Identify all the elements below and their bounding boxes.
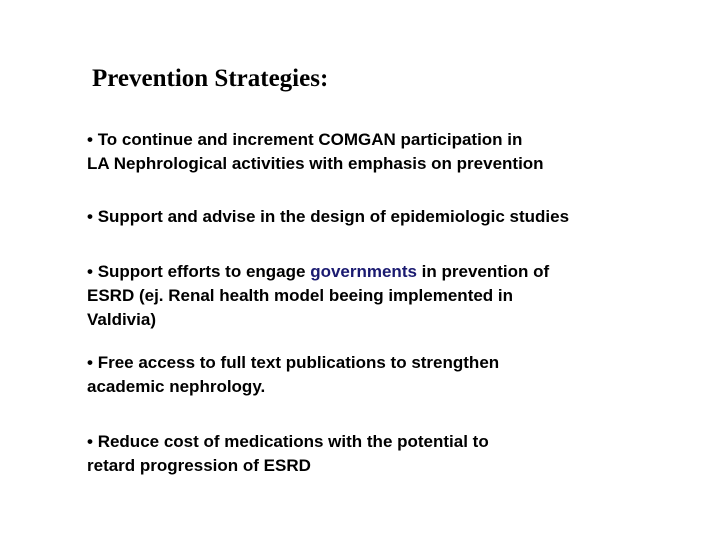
slide-title: Prevention Strategies: <box>92 65 329 92</box>
highlighted-word: governments <box>310 262 417 281</box>
bullet-item <box>87 128 687 176</box>
bullet-text: To continue and increment COMGAN participation in <box>97 130 523 149</box>
bullet-line <box>87 205 687 229</box>
bullet-line: ESRD (ej. Renal health model beeing implemented in <box>87 286 514 305</box>
bullet-line <box>87 128 687 152</box>
bullet-line: LA Nephrological activities with emphasis on prevention <box>87 154 544 173</box>
bullet-line: academic nephrology. <box>87 377 266 396</box>
bullet-marker: • <box>87 262 93 281</box>
bullet-line <box>87 351 687 375</box>
bullet-marker: • <box>87 130 93 149</box>
bullet-item <box>87 430 687 478</box>
bullet-marker: • <box>87 353 93 372</box>
bullet-item <box>87 351 687 399</box>
bullet-item <box>87 205 687 229</box>
bullet-line <box>87 430 687 454</box>
bullet-text: Reduce cost of medications with the potential to <box>97 432 489 451</box>
bullet-text: in prevention of <box>416 262 550 281</box>
bullet-text: Support efforts to engage <box>97 262 311 281</box>
bullet-text: Free access to full text publications to strengthen <box>97 353 500 372</box>
bullet-line: Valdivia) <box>87 310 156 329</box>
bullet-line <box>87 260 687 284</box>
bullet-marker: • <box>87 432 93 451</box>
bullet-item <box>87 260 687 332</box>
bullet-line: retard progression of ESRD <box>87 456 311 475</box>
bullet-text: Support and advise in the design of epidemiologic studies <box>97 207 570 226</box>
bullet-marker: • <box>87 207 93 226</box>
